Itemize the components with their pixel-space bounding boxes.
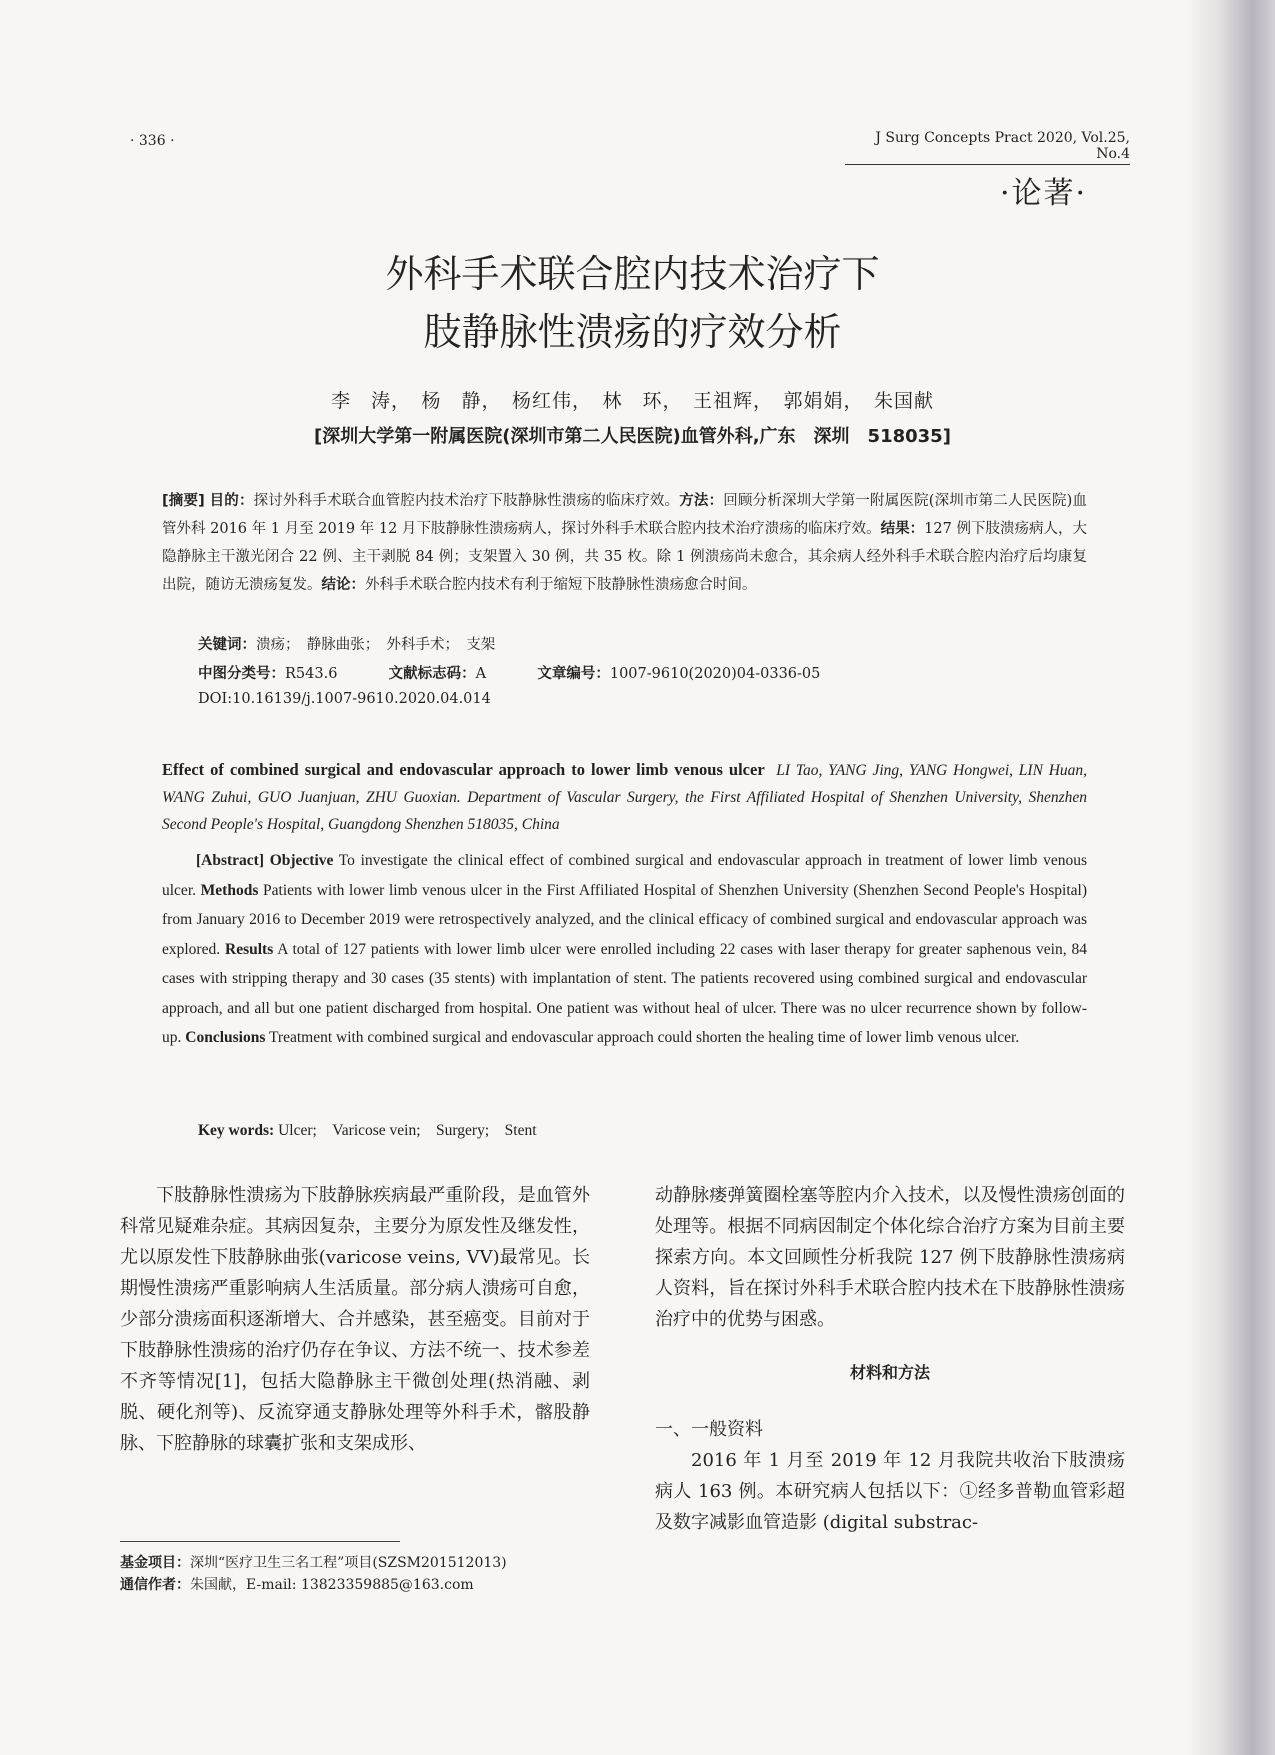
doc-code-value: A	[475, 666, 487, 682]
methods-label: 方法：	[679, 493, 724, 509]
intro-paragraph-continued: 动静脉瘘弹簧圈栓塞等腔内介入技术，以及慢性溃疡创面的处理等。根据不同病因制定个体化综合治疗方案为目前主要探索方向。本文回顾性分析我院 127 例下肢静脉性溃疡病人资料，旨在探讨外科手术联合腔内技术在下肢静脉性溃疡治疗中的优势与困惑。	[655, 1185, 1125, 1330]
english-title-block	[162, 756, 1087, 838]
english-authors-affiliation: LI Tao, YANG Jing, YANG Hongwei, LIN Huan, WANG Zuhui, GUO Juanjuan, ZHU Guoxian. Department of Vascular Surgery, the First Affiliated Hospital of Shenzhen University, Shenzhen Second People's Hospital, Guangdong Shenzhen 518035, China	[162, 762, 1088, 833]
chinese-abstract	[162, 487, 1087, 599]
journal-citation: J Surg Concepts Pract 2020, Vol.25, No.4	[845, 130, 1130, 165]
body-left-column	[120, 1180, 590, 1459]
general-data-paragraph: 2016 年 1 月至 2019 年 12 月我院共收治下肢溃疡病人 163 例。本研究病人包括以下：①经多普勒血管彩超及数字减影血管造影 (digital substrac-	[655, 1450, 1125, 1533]
body-right-column	[655, 1180, 1125, 1538]
clc-label: 中图分类号：	[198, 666, 285, 682]
en-objective-label: Objective	[269, 852, 334, 869]
abstract-label: [摘要]	[162, 493, 205, 509]
subsection-heading: 一、一般资料	[655, 1419, 763, 1440]
affiliation: [深圳大学第一附属医院(深圳市第二人民医院)血管外科,广东 深圳 518035]	[314, 426, 951, 447]
corr-label: 通信作者：	[120, 1577, 190, 1593]
classification-line	[198, 662, 820, 683]
en-keywords-text: Ulcer; Varicose vein; Surgery; Stent	[278, 1122, 537, 1139]
methods-text: 回顾分析深圳大学第一附属医院(深圳市第二人民医院)血管外科 2016 年 1 月至 2019 年 12 月下肢静脉性溃疡病人，探讨外科手术联合腔内技术治疗溃疡的临床疗效。	[162, 493, 1088, 537]
en-objective-text: To investigate the clinical effect of combined surgical and endovascular approach in treatment of lower limb venous ulcer.	[162, 852, 1088, 899]
clc-value: R543.6	[285, 666, 338, 682]
article-no-label: 文章编号：	[537, 666, 610, 682]
keywords-label: 关键词：	[198, 637, 256, 653]
conclusion-label: 结论：	[321, 577, 365, 593]
section-heading-methods: 材料和方法	[849, 1363, 930, 1382]
en-conclusions-text: Treatment with combined surgical and endovascular approach could shorten the healing time of lower limb venous ulcer.	[268, 1029, 1020, 1046]
footnotes	[120, 1552, 507, 1596]
en-methods-label: Methods	[200, 881, 259, 899]
author-list: 李 涛， 杨 静， 杨红伟， 林 环， 王祖辉， 郭娟娟， 朱国献	[330, 390, 934, 412]
results-text: 127 例下肢溃疡病人，大隐静脉主干激光闭合 22 例、主干剥脱 84 例；支架置入 30 例，共 35 枚。除 1 例溃疡尚未愈合，其余病人经外科手术联合腔内治疗后均康复出院，随访无溃疡复发。	[162, 521, 1087, 593]
en-conclusions-label: Conclusions	[185, 1029, 266, 1046]
keywords-text: 溃疡； 静脉曲张； 外科手术； 支架	[256, 637, 496, 653]
en-keywords-label: Key words:	[198, 1122, 275, 1139]
article-no-value: 1007-9610(2020)04-0336-05	[609, 666, 821, 682]
intro-paragraph: 下肢静脉性溃疡为下肢静脉疾病最严重阶段，是血管外科常见疑难杂症。其病因复杂，主要分为原发性及继发性，尤以原发性下肢静脉曲张(varicose veins, VV)最常见。长期慢性溃疡严重影响病人生活质量。部分病人溃疡可自愈，少部分溃疡面积逐渐增大、合并感染，甚至癌变。目前对于下肢静脉性溃疡的治疗仍存在争议、方法不统一、技术参差不齐等情况[1]，包括大隐静脉主干微创处理(热消融、剥脱、硬化剂等)、反流穿通支静脉处理等外科手术，髂股静脉、下腔静脉的球囊扩张和支架成形、	[120, 1185, 590, 1454]
en-abstract-label: [Abstract]	[196, 852, 265, 869]
en-methods-text: Patients with lower limb venous ulcer in the First Affiliated Hospital of Shenzhen University (Shenzhen Second People's Hospital) from January 2016 to December 2019 were retrospectively analyzed, and the clinical efficacy of combined surgical and endovascular approach was explored.	[162, 881, 1088, 958]
doi: DOI:10.16139/j.1007-9610.2020.04.014	[198, 691, 491, 707]
title-line-2: 肢静脉性溃疡的疗效分析	[423, 310, 842, 354]
keywords-line	[198, 633, 495, 654]
article-title	[0, 245, 1265, 361]
page-number: · 336 ·	[130, 133, 175, 149]
footnote-divider	[120, 1541, 400, 1542]
objective-text: 探讨外科手术联合血管腔内技术治疗下肢静脉性溃疡的临床疗效。	[253, 493, 680, 509]
section-tag: ·论著·	[1000, 176, 1088, 211]
fund-text: 深圳“医疗卫生三名工程”项目(SZSM201512013)	[190, 1555, 507, 1571]
results-label: 结果：	[880, 521, 925, 537]
fund-note	[120, 1552, 507, 1574]
en-results-text: A total of 127 patients with lower limb ulcer were enrolled including 22 cases with laser therapy for greater saphenous vein, 84 cases with stripping therapy and 30 cases (35 stents) with implantation of stent. The patients recovered using combined surgical and endovascular approach, and all but one patient discharged from hospital. One patient was without heal of ulcer. There was no ulcer recurrence shown by follow-up.	[162, 940, 1087, 1046]
objective-label: 目的：	[209, 493, 254, 509]
english-abstract	[162, 846, 1087, 1053]
title-line-1: 外科手术联合腔内技术治疗下	[385, 252, 880, 296]
corr-text: 朱国献，E-mail: 13823359885@163.com	[190, 1577, 474, 1593]
en-results-label: Results	[225, 940, 274, 958]
fund-label: 基金项目：	[120, 1555, 190, 1571]
doc-code-label: 文献标志码：	[388, 666, 476, 682]
conclusion-text: 外科手术联合腔内技术有利于缩短下肢静脉性溃疡愈合时间。	[365, 577, 757, 593]
corresponding-author-note	[120, 1574, 507, 1596]
english-title: Effect of combined surgical and endovascular approach to lower limb venous ulcer	[162, 760, 765, 779]
english-keywords	[198, 1118, 537, 1140]
